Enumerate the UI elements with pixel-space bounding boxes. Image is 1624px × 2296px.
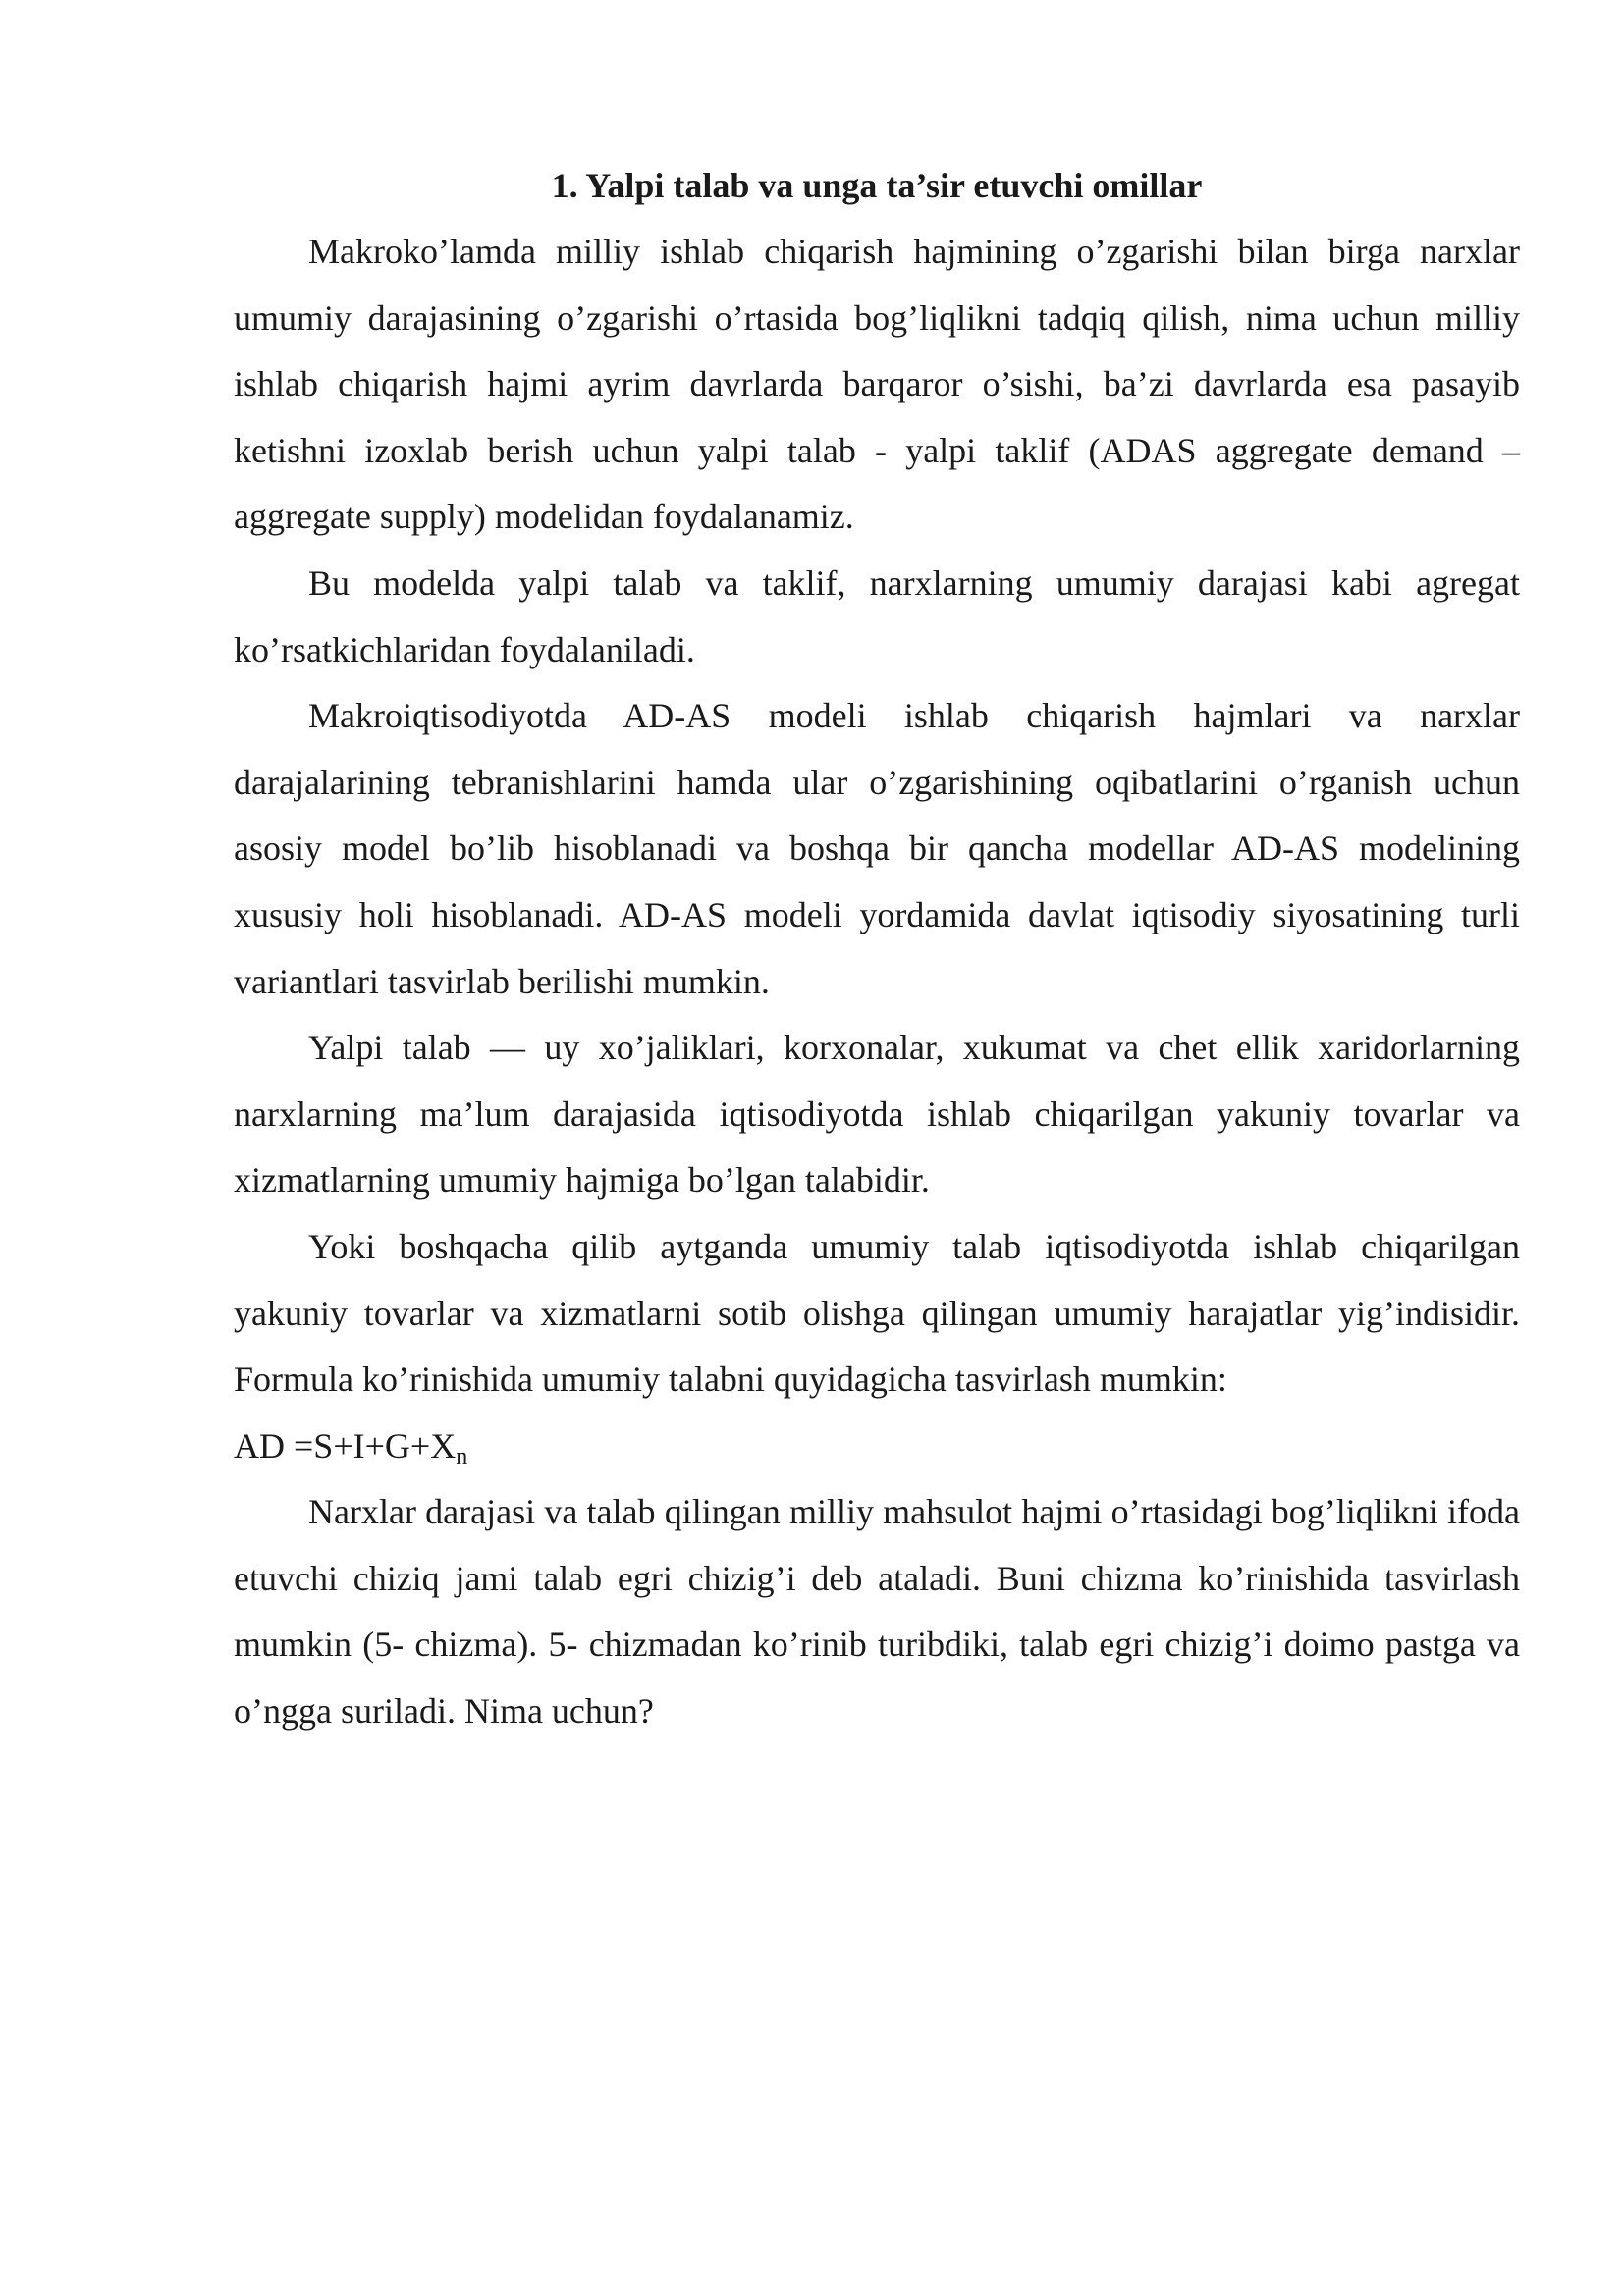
- section-heading: 1. Yalpi talab va unga ta’sir etuvchi omillar: [551, 166, 1203, 205]
- paragraph-intro: Makroko’lamda milliy ishlab chiqarish hajmining o’zgarishi bilan birga narxlar umumiy darajasining o’zgarishi o’rtasida bog’liqlikni tadqiq qilish, nima uchun milliy ishlab chiqarish hajmi ayrim davrlarda barqaror o’sishi, ba’zi davrlarda esa pasayib ketishni izoxlab berish uchun yalpi talab - yalpi taklif (ADAS aggregate demand – aggregate supply) modelidan foydalanamiz.: [234, 232, 1520, 537]
- paragraph-model: Bu modelda yalpi talab va taklif, narxlarning umumiy darajasi kabi agregat ko’rsatkichlaridan foydalaniladi.: [234, 562, 1520, 669]
- paragraph-adas: Makroiqtisodiyotda AD-AS modeli ishlab chiqarish hajmlari va narxlar darajalarining tebranishlarini hamda ular o’zgarishining oqibatlarini o’rganish uchun asosiy model bo’lib hisoblanadi va boshqa bir qancha modellar AD-AS modelining xususiy holi hisoblanadi. AD-AS modeli yordamida davlat iqtisodiy siyosatining turli variantlari tasvirlab berilishi mumkin.: [234, 696, 1520, 1001]
- document-page: [234, 152, 1520, 1745]
- paragraph-definition: Yalpi talab — uy xo’jaliklari, korxonalar, xukumat va chet ellik xaridorlarning narxlarning ma’lum darajasida iqtisodiyotda ishlab chiqarilgan yakuniy tovarlar va xizmatlarning umumiy hajmiga bo’lgan talabidir.: [234, 1028, 1520, 1201]
- paragraph-formula-intro: Yoki boshqacha qilib aytganda umumiy talab iqtisodiyotda ishlab chiqarilgan yakuniy tovarlar va xizmatlarni sotib olishga qilingan umumiy harajatlar yig’indisidir. Formula ko’rinishida umumiy talabni quyidagicha tasvirlash mumkin:: [234, 1226, 1520, 1400]
- formula-subscript: n: [456, 1443, 468, 1469]
- paragraph-closing: Narxlar darajasi va talab qilingan milliy mahsulot hajmi o’rtasidagi bog’liqlikni ifoda etuvchi chiziq jami talab egri chizig’i deb ataladi. Buni chizma ko’rinishida tasvirlash mumkin (5- chizma). 5- chizmadan ko’rinib turibdiki, talab egri chizig’i doimo pastga va o’ngga suriladi. Nima uchun?: [234, 1492, 1520, 1732]
- formula: [234, 1414, 1520, 1480]
- formula-main: AD =S+I+G+X: [234, 1425, 457, 1466]
